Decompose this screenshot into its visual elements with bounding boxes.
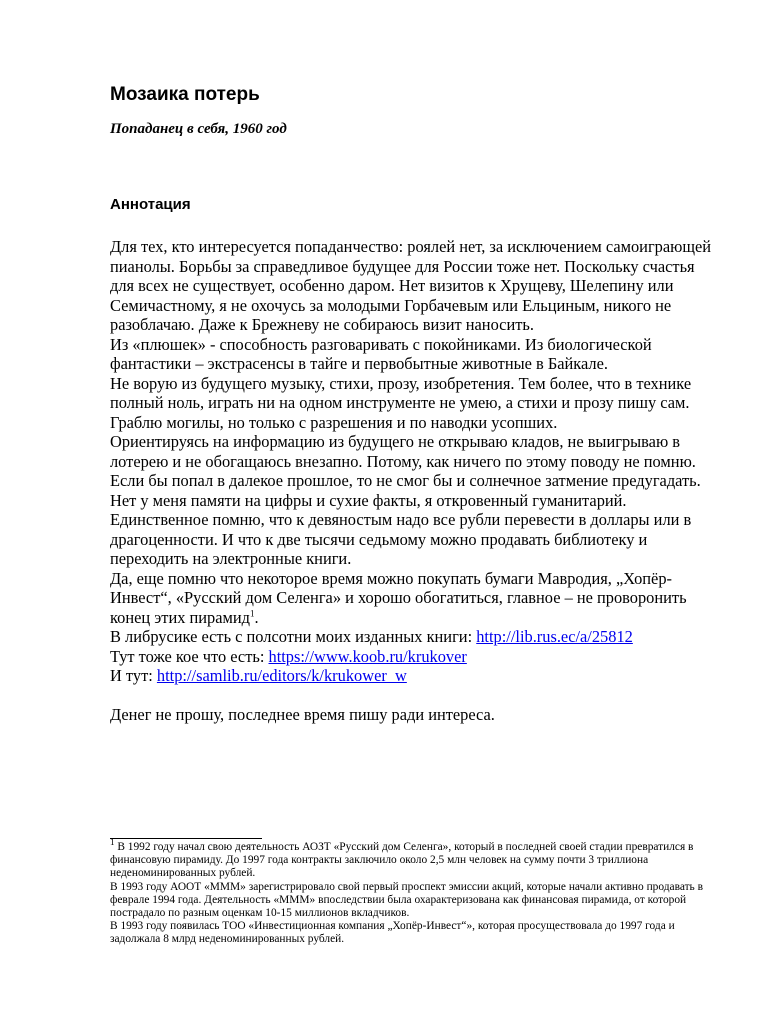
footnote-item: В 1993 году появилась ТОО «Инвестиционная компания „Хопёр-Инвест“», которая просуществовала до 1997 года и задолжала 8 млрд неденоминированных рублей. xyxy=(110,920,675,946)
annotation-body xyxy=(110,237,720,725)
librusec-line xyxy=(110,627,720,647)
annotation-paragraph: Единственное помню, что к девяностым надо все рубли перевести в доллары или в драгоценности. И что к две тысячи седьмому можно продавать библиотеку и переходить на электронные книги. xyxy=(110,510,692,568)
footnote-marker: 1 xyxy=(110,837,115,848)
link-prefix: Тут тоже кое что есть: xyxy=(110,646,269,666)
footnote-reference[interactable]: 1 xyxy=(250,608,255,619)
samlib-line xyxy=(110,666,720,686)
annotation-paragraph: Ориентируясь на информацию из будущего не открываю кладов, не выигрываю в лотерею и не обогащаюсь внезапно. Потому, как ничего по этому поводу не помню. Если бы попал в далекое прошлое, то не смог бы и солнечное затмение предугадать. Нет у меня памяти на цифры и сухие факты, я откровенный гуманитарий. xyxy=(110,432,701,510)
closing-paragraph: Денег не прошу, последнее время пишу ради интереса. xyxy=(110,705,495,724)
annotation-paragraph: Из «плюшек» - способность разговаривать с покойниками. Из биологической фантастики – экстрасенсы в тайге и первобытные животные в Байкале. xyxy=(110,334,652,373)
samlib-link[interactable]: http://samlib.ru/editors/k/krukower_w xyxy=(156,666,407,685)
koob-link[interactable]: https://www.koob.ru/krukover xyxy=(268,646,467,666)
footnote-item: В 1993 году АООТ «МММ» зарегистрировало свой первый проспект эмиссии акций, которые начали активно продавать в феврале 1994 года. Деятельность «МММ» впоследствии была охарактеризована как финансовая пирамида, от которой пострадало по разным оценкам 10-15 миллионов вкладчиков. xyxy=(110,880,703,920)
link-prefix: В либрусике есть с полсотни моих изданных книги: xyxy=(110,627,477,646)
mavrodi-paragraph xyxy=(110,569,720,628)
footnotes xyxy=(110,837,720,947)
librusec-link[interactable]: http://lib.rus.ec/a/25812 xyxy=(476,627,633,646)
footnote-item xyxy=(110,837,720,881)
annotation-paragraph: Для тех, кто интересуется попаданчество: роялей нет, за исключением самоиграющей пианолы. Борьбы за справедливое будущее для России тоже нет. Поскольку счастья для всех не существует, особенно даром. Нет визитов к Хрущеву, Шелепину или Семичастному, я не охочусь за молодыми Горбачевым или Ельциным, никого не разоблачаю. Даже к Брежневу не собираюсь визит наносить. xyxy=(110,237,712,334)
link-prefix: И тут: xyxy=(110,666,157,685)
footnote-text: В 1992 году начал свою деятельность АОЗТ «Русский дом Селенга», который в последней своей стадии превратился в финансовую пирамиду. До 1997 года контракты заключило около 2,5 млн человек на сумму почти 3 триллиона неденоминированных рублей. xyxy=(110,841,694,880)
mavrodi-text: Да, еще помню что некоторое время можно покупать бумаги Мавродия, „Хопёр-Инвест“, «Русский дом Селенга» и хорошо обогатиться, главное – не проворонить конец этих пирамид xyxy=(110,568,687,627)
document-title: Мозаика потерь xyxy=(110,84,260,105)
footnote-separator xyxy=(110,838,262,839)
document-subtitle: Попаданец в себя, 1960 год xyxy=(110,121,287,137)
annotation-paragraph: Граблю могилы, но только с разрешения и по наводки усопших. xyxy=(110,412,558,432)
sentence-end: . xyxy=(254,607,259,627)
koob-line xyxy=(110,647,720,667)
annotation-paragraph: Не ворую из будущего музыку, стихи, прозу, изобретения. Тем более, что в технике полный ноль, играть ни на одном инструменте не умею, а стихи и прозу пишу сам. xyxy=(110,373,692,412)
annotation-heading: Аннотация xyxy=(110,196,191,213)
